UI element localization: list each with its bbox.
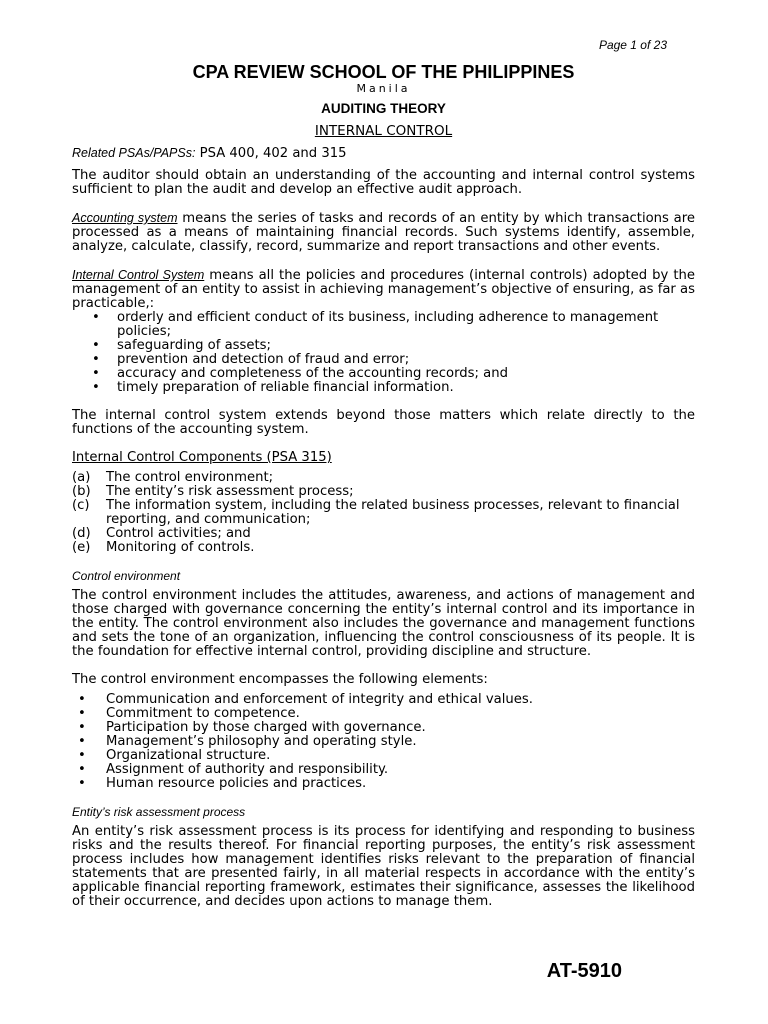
components-list — [72, 471, 695, 555]
list-item: • accuracy and completeness of the accounting records; and — [92, 366, 508, 381]
bullet-icon: • — [78, 734, 86, 749]
bullet-icon: • — [92, 366, 100, 381]
accounting-system-term: Accounting system — [72, 211, 178, 225]
ics-term: Internal Control System — [72, 268, 205, 282]
list-item: • Participation by those charged with governance. — [78, 720, 426, 735]
bullet-icon: • — [92, 352, 100, 367]
bullet-icon: • — [78, 776, 86, 791]
accounting-system-paragraph — [72, 211, 695, 254]
list-item: • Assignment of authority and responsibility. — [78, 762, 389, 777]
list-item: (b) The entity’s risk assessment process; — [72, 484, 354, 499]
list-item: • Management’s philosophy and operating style. — [78, 734, 417, 749]
intro-paragraph: The auditor should obtain an understanding of the accounting and internal control systems sufficient to plan the audit and develop an effective audit approach. — [72, 168, 695, 197]
related-label: Related PSAs/PAPSs: — [72, 146, 196, 160]
control-environment-paragraph: The control environment includes the attitudes, awareness, and actions of management and those charged with governance concerning the entity’s internal control and its importance in the entity. The control environment also includes the governance and management functions and sets the tone of an organization, influencing the control consciousness of its people. It is the foundation for effective internal control, providing discipline and structure. — [72, 588, 695, 659]
ics-bullet-list — [72, 311, 695, 395]
page-number: Page 1 of 23 — [598, 38, 667, 52]
control-environment-heading: Control environment — [72, 569, 181, 583]
subject-title: AUDITING THEORY — [321, 101, 446, 116]
list-item: (e) Monitoring of controls. — [72, 540, 255, 555]
list-item: • timely preparation of reliable financial information. — [92, 380, 454, 395]
accounting-system-text: means the series of tasks and records of an entity by which transactions are processed as a means of maintaining financial records. Such systems identify, assemble, analyze, calculate, classify, record, summarize and report transactions and other events. — [72, 211, 695, 254]
bullet-icon: • — [92, 338, 100, 353]
school-title: CPA REVIEW SCHOOL OF THE PHILIPPINES — [192, 62, 575, 82]
list-item: • safeguarding of assets; — [92, 338, 271, 353]
bullet-icon: • — [78, 692, 86, 707]
control-environment-elements — [72, 693, 695, 791]
list-item: • Commitment to competence. — [78, 706, 300, 721]
list-item: • Organizational structure. — [78, 748, 271, 763]
document-body — [72, 146, 695, 909]
bullet-icon: • — [92, 310, 100, 325]
ics-text: means all the policies and procedures (internal controls) adopted by the management of an entity to assist in achieving management’s objective of ensuring, as far as practicable,: — [72, 268, 695, 311]
related-standards — [72, 146, 695, 161]
topic-title: INTERNAL CONTROL — [314, 123, 453, 139]
risk-assessment-paragraph: An entity’s risk assessment process is its process for identifying and responding to business risks and the results thereof. For financial reporting purposes, the entity’s risk assessment process includes how management identifies risks relevant to the preparation of financial statements that are presented fairly, in all material respects in accordance with the entity’s applicable financial reporting framework, estimates their significance, assesses the likelihood of their occurrence, and decides upon actions to manage them. — [72, 824, 695, 909]
extends-paragraph: The internal control system extends beyond those matters which relate directly to the functions of the accounting system. — [72, 408, 695, 437]
document-code: AT-5910 — [546, 960, 622, 982]
bullet-icon: • — [78, 720, 86, 735]
bullet-icon: • — [78, 762, 86, 777]
related-value: PSA 400, 402 and 315 — [195, 146, 347, 161]
list-item: (d) Control activities; and — [72, 526, 251, 541]
list-item: (c) The information system, including the related business processes, relevant to financial reporting, and communication; — [72, 498, 680, 527]
control-environment-encompasses: The control environment encompasses the following elements: — [72, 672, 488, 687]
bullet-icon: • — [78, 748, 86, 763]
list-item: • Communication and enforcement of integrity and ethical values. — [78, 692, 533, 707]
components-heading: Internal Control Components (PSA 315) — [72, 450, 332, 465]
list-item: • orderly and efficient conduct of its business, including adherence to management policies; — [92, 310, 659, 339]
ics-paragraph — [72, 268, 695, 311]
city-label: Manila — [356, 82, 411, 95]
bullet-icon: • — [78, 706, 86, 721]
list-item: • prevention and detection of fraud and error; — [92, 352, 410, 367]
document-page — [72, 0, 695, 1024]
bullet-icon: • — [92, 380, 100, 395]
risk-assessment-heading: Entity’s risk assessment process — [72, 805, 246, 819]
list-item: (a) The control environment; — [72, 470, 274, 485]
list-item: • Human resource policies and practices. — [78, 776, 367, 791]
